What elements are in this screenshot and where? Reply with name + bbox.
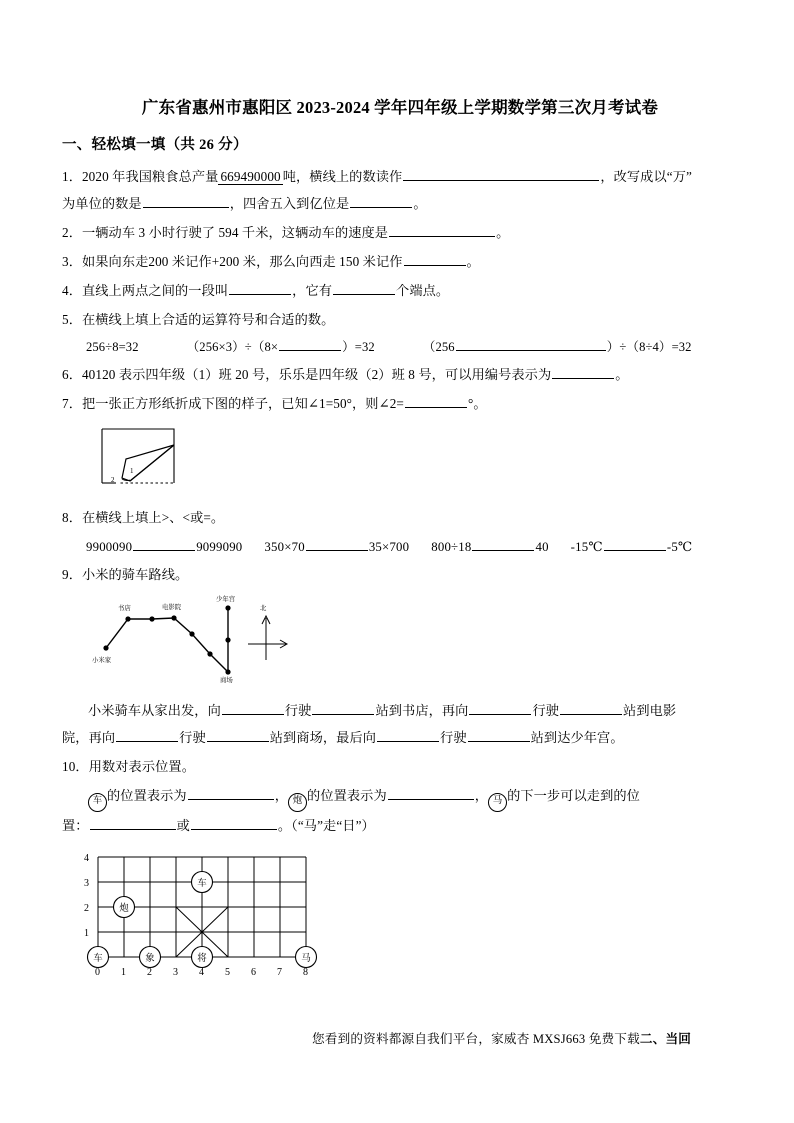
comparison-2-blank[interactable] (306, 537, 368, 551)
question-4-text-c: 个端点。 (396, 283, 450, 299)
question-1-text-c: ，改写成以“万” (600, 169, 692, 185)
folded-paper-figure (96, 423, 738, 498)
question-3-blank-1[interactable] (404, 252, 466, 266)
question-9 (62, 561, 738, 588)
question-1 (62, 163, 738, 217)
q9-blank-4[interactable] (560, 701, 622, 715)
x-tick-3: 3 (173, 967, 178, 979)
question-4-blank-2[interactable] (333, 281, 395, 295)
route-label-youth-palace: 少年宫 (216, 596, 236, 604)
comparison-3-left: 800÷18 (431, 539, 472, 554)
chessboard-diagram (78, 849, 328, 997)
q10-blank-4[interactable] (191, 816, 277, 830)
svg-text:车: 车 (93, 954, 103, 965)
chess-piece-ma-icon: 马 (488, 793, 507, 812)
question-4-text-b: ，它有 (292, 283, 333, 299)
question-7-number: 7． (62, 395, 82, 411)
comparison-4-left: -15℃ (570, 539, 603, 554)
route-node-cinema (171, 615, 176, 620)
question-1-blank-1[interactable] (403, 167, 599, 181)
question-8 (62, 504, 738, 531)
q10-text-c: 的位置表示为 (307, 788, 387, 804)
question-3-text-b: 。 (466, 254, 480, 270)
route-node-bookstore (125, 616, 130, 621)
question-7-text-b: °。 (467, 395, 487, 411)
question-5-expr-2-b: ）=32 (342, 340, 375, 355)
board-piece-ma-8-0 (296, 947, 317, 968)
q10-text-g: 或 (176, 818, 190, 834)
question-5 (62, 306, 738, 333)
x-tick-1: 1 (121, 967, 126, 979)
question-1-blank-3[interactable] (350, 194, 412, 208)
question-5-number: 5． (62, 312, 82, 328)
question-5-expressions (86, 335, 738, 360)
comparison-1-left: 9900090 (86, 539, 133, 554)
q9-text-a: 小米骑车从家出发，向 (88, 703, 221, 719)
question-4-number: 4． (62, 283, 82, 299)
q9-text-j: 站到达少年宫。 (530, 730, 624, 746)
question-3 (62, 248, 738, 275)
question-10-fill-text (62, 782, 738, 839)
y-tick-3: 3 (84, 878, 89, 890)
y-tick-1: 1 (84, 928, 89, 940)
comparison-4-blank[interactable] (604, 537, 666, 551)
x-tick-0: 0 (95, 967, 100, 979)
board-piece-pao-1-2 (114, 897, 135, 918)
question-9-fill-text (62, 697, 738, 751)
route-label-cinema: 电影院 (162, 604, 182, 612)
question-2-blank-1[interactable] (389, 223, 495, 237)
q9-blank-2[interactable] (312, 701, 374, 715)
q9-blank-5[interactable] (116, 728, 178, 742)
q9-text-h: 站到商场，最后向 (269, 730, 377, 746)
board-piece-ju-4-3 (192, 872, 213, 893)
question-8-text: 在横线上填上>、<或=。 (81, 509, 225, 525)
route-label-bookstore: 书店 (118, 605, 131, 613)
q10-blank-1[interactable] (188, 786, 274, 800)
svg-text:车: 车 (197, 879, 207, 890)
question-1-text-e: ，四舍五入到亿位是 (229, 196, 350, 212)
question-6-blank-1[interactable] (552, 364, 614, 378)
question-9-text: 小米的骑车路线。 (81, 566, 189, 582)
x-tick-8: 8 (303, 967, 308, 979)
comparison-2-left: 350×70 (264, 539, 305, 554)
comparison-3-right: 40 (535, 539, 549, 554)
q9-text-c: 站到书店，再向 (375, 703, 469, 719)
angle-label-2: 2 (111, 475, 115, 484)
comparison-4-right: -5℃ (666, 539, 693, 554)
bike-route-figure (90, 592, 738, 689)
question-7 (62, 390, 738, 417)
comparison-1-right: 9099090 (196, 539, 243, 554)
question-5-expr-1: 256÷8=32 (86, 340, 139, 355)
question-1-underlined-number: 669490000 (220, 169, 281, 185)
x-tick-5: 5 (225, 967, 230, 979)
q10-blank-2[interactable] (388, 786, 474, 800)
question-1-text-a: 2020 年我国粮食总产量 (81, 169, 219, 185)
question-6 (62, 361, 738, 388)
x-tick-6: 6 (251, 967, 256, 979)
folded-square-diagram (96, 423, 182, 493)
svg-text:炮: 炮 (119, 904, 129, 915)
route-node-mid2 (189, 631, 194, 636)
q10-text-f: 置： (62, 818, 89, 834)
route-node-mid4 (225, 637, 230, 642)
q10-text-h: 。（“马”走“日”） (277, 818, 375, 834)
page-title: 广东省惠州市惠阳区 2023-2024 学年四年级上学期数学第三次月考试卷 (141, 98, 659, 117)
q9-text-e: 站到电影 (623, 703, 677, 719)
question-5-expr-3-b: ）÷（8÷4）=32 (606, 340, 692, 355)
question-5-text: 在横线上填上合适的运算符号和合适的数。 (81, 312, 335, 328)
route-label-home: 小米家 (92, 657, 112, 665)
question-1-blank-2[interactable] (143, 194, 229, 208)
q9-text-f: 院，再向 (62, 730, 116, 746)
angle-label-1: 1 (130, 466, 134, 475)
svg-text:马: 马 (301, 954, 311, 965)
compass-north-label: 北 (260, 605, 267, 613)
chessboard-x-ticks (95, 967, 308, 978)
question-4-blank-1[interactable] (229, 281, 291, 295)
footer-text-a: 您看到的资料都源自我们平台，家威杏 MXSJ663 (312, 1032, 586, 1046)
board-piece-jiang-4-0 (192, 947, 213, 968)
comparison-3-blank[interactable] (472, 537, 534, 551)
question-2-text-a: 一辆动车 3 小时行驶了 594 千米，这辆动车的速度是 (81, 225, 389, 241)
comparison-1-blank[interactable] (133, 537, 195, 551)
question-4 (62, 277, 738, 304)
y-tick-2: 2 (84, 903, 89, 915)
footer-text-b: 免费下载 (588, 1032, 640, 1046)
q9-text-g: 行驶 (179, 730, 206, 746)
question-5-blank-2[interactable] (456, 338, 606, 352)
question-5-expr-3-a: （256 (422, 340, 455, 355)
board-piece-xiang-2-0 (140, 947, 161, 968)
question-3-number: 3． (62, 254, 82, 270)
q10-text-b: ， (274, 788, 289, 804)
route-diagram (90, 592, 290, 684)
question-6-text-b: 。 (615, 366, 629, 382)
page-content (62, 96, 738, 1002)
q9-text-i: 行驶 (440, 730, 467, 746)
chessboard-y-ticks (84, 853, 89, 939)
section-heading: 一、轻松填一填（共 26 分） (62, 137, 248, 154)
q9-blank-3[interactable] (469, 701, 531, 715)
question-2-text-b: 。 (496, 225, 510, 241)
question-3-text-a: 如果向东走200 米记作+200 米，那么向西走 150 米记作 (81, 254, 403, 270)
question-2-number: 2． (62, 225, 82, 241)
question-6-text-a: 40120 表示四年级（1）班 20 号，乐乐是四年级（2）班 8 号，可以用编号表示为 (81, 366, 552, 382)
svg-text:将: 将 (197, 954, 207, 965)
question-5-expr-2-a: （256×3）÷（8× (186, 340, 279, 355)
route-node-home (103, 645, 108, 650)
question-6-number: 6． (62, 366, 82, 382)
footer-watermark (312, 1028, 691, 1047)
q9-blank-8[interactable] (468, 728, 530, 742)
question-10-number: 10． (62, 759, 89, 775)
footer-text-c: 二、当回 (639, 1032, 692, 1046)
question-1-number: 1． (62, 169, 82, 185)
q10-text-a: 的位置表示为 (107, 788, 187, 804)
board-piece-ju-0-0 (88, 947, 109, 968)
question-1-text-f: 。 (413, 196, 427, 212)
question-10 (62, 753, 738, 780)
chess-piece-pao-icon: 炮 (288, 793, 307, 812)
x-tick-2: 2 (147, 967, 152, 979)
route-node-mid1 (149, 616, 154, 621)
question-9-number: 9． (62, 566, 82, 582)
route-label-mall: 商场 (220, 677, 233, 685)
x-tick-4: 4 (199, 967, 204, 979)
svg-text:象: 象 (145, 954, 155, 965)
y-tick-4: 4 (84, 853, 89, 865)
q9-blank-7[interactable] (377, 728, 439, 742)
route-node-youth-palace (225, 605, 230, 610)
question-5-blank-1[interactable] (279, 338, 341, 352)
chess-piece-ju-icon: 车 (88, 793, 107, 812)
chessboard-figure (78, 849, 738, 1002)
question-8-comparisons (86, 533, 738, 561)
q9-text-d: 行驶 (532, 703, 560, 719)
question-1-text-b: 吨，横线上的数读作 (282, 169, 403, 185)
q9-blank-6[interactable] (207, 728, 269, 742)
q10-text-d: ， (474, 788, 489, 804)
question-7-blank-1[interactable] (405, 394, 467, 408)
x-tick-7: 7 (277, 967, 282, 979)
question-2 (62, 219, 738, 246)
comparison-2-right: 35×700 (368, 539, 410, 554)
q10-blank-3[interactable] (90, 816, 176, 830)
route-node-mid3 (207, 651, 212, 656)
q10-text-e: 的下一步可以走到的位 (507, 788, 640, 804)
q9-blank-1[interactable] (222, 701, 284, 715)
question-7-text-a: 把一张正方形纸折成下图的样子，已知∠1=50°，则∠2= (81, 395, 404, 411)
route-node-mall (225, 669, 230, 674)
question-8-number: 8． (62, 509, 82, 525)
question-1-text-d: 为单位的数是 (62, 196, 142, 212)
question-4-text-a: 直线上两点之间的一段叫 (81, 283, 229, 299)
question-10-text: 用数对表示位置。 (88, 759, 195, 775)
q9-text-b: 行驶 (284, 703, 312, 719)
